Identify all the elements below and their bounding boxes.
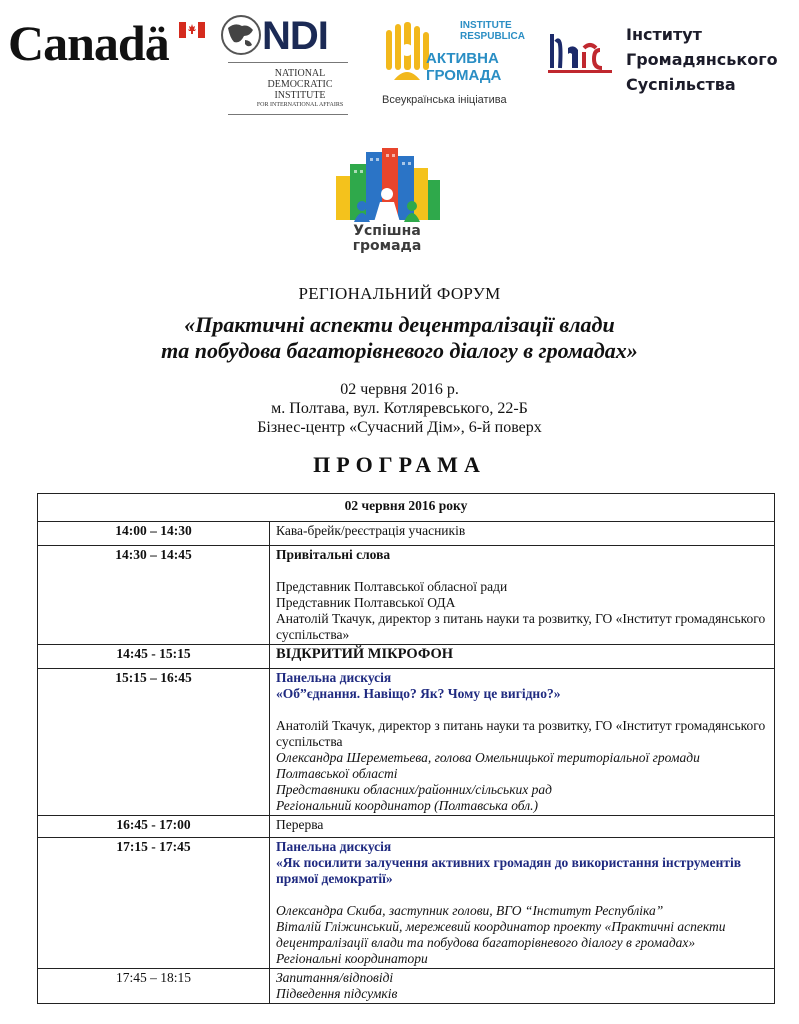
agenda-cell xyxy=(270,838,775,969)
ir-line: INSTITUTE xyxy=(460,20,512,31)
ag-line: АКТИВНА xyxy=(426,50,499,67)
agenda-cell: ВІДКРИТИЙ МІКРОФОН xyxy=(270,645,775,669)
agenda-cell: Кава-брейк/реєстрація учасників xyxy=(270,522,775,546)
time-cell: 14:30 – 14:45 xyxy=(38,546,270,645)
speaker-line: Анатолій Ткачук, директор з питань науки та розвитку, ГО «Інститут громадянського суспільства xyxy=(276,718,766,749)
ndi-name-line: FOR INTERNATIONAL AFFAIRS xyxy=(256,102,344,108)
day-header: 02 червня 2016 року xyxy=(38,494,775,522)
agenda-cell: Перерва xyxy=(270,816,775,838)
event-date: 02 червня 2016 р. xyxy=(340,381,459,398)
table-row xyxy=(38,645,775,669)
ag-line: ГРОМАДА xyxy=(426,67,502,84)
people-icon xyxy=(382,20,432,90)
speaker-line: Представник Полтавської обласної ради xyxy=(276,579,508,594)
successful-community-logo xyxy=(322,146,452,264)
globe-icon xyxy=(220,14,262,56)
us-line: громада xyxy=(352,238,422,254)
agenda-cell xyxy=(270,546,775,645)
table-row xyxy=(38,838,775,969)
speaker-line: Представник Полтавської ОДА xyxy=(276,595,456,610)
title-line: та побудова багаторівневого діалогу в громадах» xyxy=(161,338,638,363)
panel-topic: «Як посилити залучення активних громадян до використання інструментів прямої демократії» xyxy=(276,855,742,886)
table-header-row xyxy=(38,494,775,522)
time-cell: 17:15 - 17:45 xyxy=(38,838,270,969)
speaker-line: Олександра Шереметьева, голова Омельницької територіальної громади Полтавської області xyxy=(276,750,700,781)
table-row xyxy=(38,669,775,816)
isi-name xyxy=(626,22,778,97)
us-line: Успішна xyxy=(353,223,421,239)
agenda-cell xyxy=(270,669,775,816)
institute-republica-label xyxy=(460,20,525,42)
ndi-name-line: DEMOCRATIC xyxy=(267,79,333,90)
active-community-logo xyxy=(382,20,526,110)
ndi-name-line: NATIONAL xyxy=(274,68,326,79)
city-buildings-icon xyxy=(322,146,452,226)
event-details xyxy=(0,380,799,437)
isi-line: Суспільства xyxy=(626,75,736,94)
ndi-name-line: INSTITUTE xyxy=(274,90,326,101)
active-community-name xyxy=(426,50,501,84)
isi-line: Громадянського xyxy=(626,50,778,69)
isi-line: Інститут xyxy=(626,25,702,44)
table-row xyxy=(38,969,775,1004)
successful-community-name xyxy=(342,224,432,254)
agenda-cell xyxy=(270,969,775,1004)
time-cell: 17:45 – 18:15 xyxy=(38,969,270,1004)
time-cell: 15:15 – 16:45 xyxy=(38,669,270,816)
program-heading: ПРОГРАМА xyxy=(313,452,486,477)
agenda-line: Підведення підсумків xyxy=(276,986,398,1001)
speaker-line: Регіональні координатори xyxy=(276,951,428,966)
forum-type: РЕГІОНАЛЬНИЙ ФОРУМ xyxy=(298,284,501,303)
speaker-line: Регіональний координатор (Полтавська обл.) xyxy=(276,798,539,813)
canada-wordmark: Canadä xyxy=(8,15,169,71)
panel-topic: «Об”єднання. Навіщо? Як? Чому це вигідно?» xyxy=(276,686,561,701)
time-cell: 16:45 - 17:00 xyxy=(38,816,270,838)
ndi-abbr: NDI xyxy=(262,14,328,58)
event-address: м. Полтава, вул. Котляревського, 22-Б xyxy=(271,400,528,417)
isi-mark-icon xyxy=(546,28,616,74)
table-row xyxy=(38,522,775,546)
speaker-line: Представники обласних/районних/сільських рад xyxy=(276,782,552,797)
agenda-title: Привітальні слова xyxy=(276,547,391,562)
civil-society-institute-logo xyxy=(546,26,796,96)
time-cell: 14:00 – 14:30 xyxy=(38,522,270,546)
panel-label: Панельна дискусія xyxy=(276,839,392,854)
divider xyxy=(228,62,348,63)
table-row xyxy=(38,546,775,645)
canada-flag-icon xyxy=(179,22,205,38)
panel-label: Панельна дискусія xyxy=(276,670,392,685)
divider xyxy=(228,114,348,115)
agenda-line: Запитання/відповіді xyxy=(276,970,394,985)
speaker-line: Анатолій Ткачук, директор з питань науки та розвитку, ГО «Інститут громадянського суспільства» xyxy=(276,611,766,642)
program-table xyxy=(37,493,775,1004)
event-venue: Бізнес-центр «Сучасний Дім», 6-й поверх xyxy=(257,419,542,436)
time-cell: 14:45 - 15:15 xyxy=(38,645,270,669)
speaker-line: Олександра Скиба, заступник голови, ВГО “Інститут Республіка” xyxy=(276,903,664,918)
active-community-tagline: Всеукраїнська ініціатива xyxy=(382,94,507,106)
forum-title xyxy=(0,312,799,364)
canada-logo xyxy=(8,15,169,71)
ndi-logo xyxy=(220,12,350,116)
ir-line: RESPUBLICA xyxy=(460,31,526,42)
speaker-line: Віталій Гліжинський, мережевий координатор проекту «Практичні аспекти децентралізації влади та побудова багаторівневого діалогу в громадах» xyxy=(276,919,726,950)
title-line: «Практичні аспекти децентралізації влади xyxy=(184,312,615,337)
table-row xyxy=(38,816,775,838)
ndi-full-name xyxy=(248,68,352,109)
